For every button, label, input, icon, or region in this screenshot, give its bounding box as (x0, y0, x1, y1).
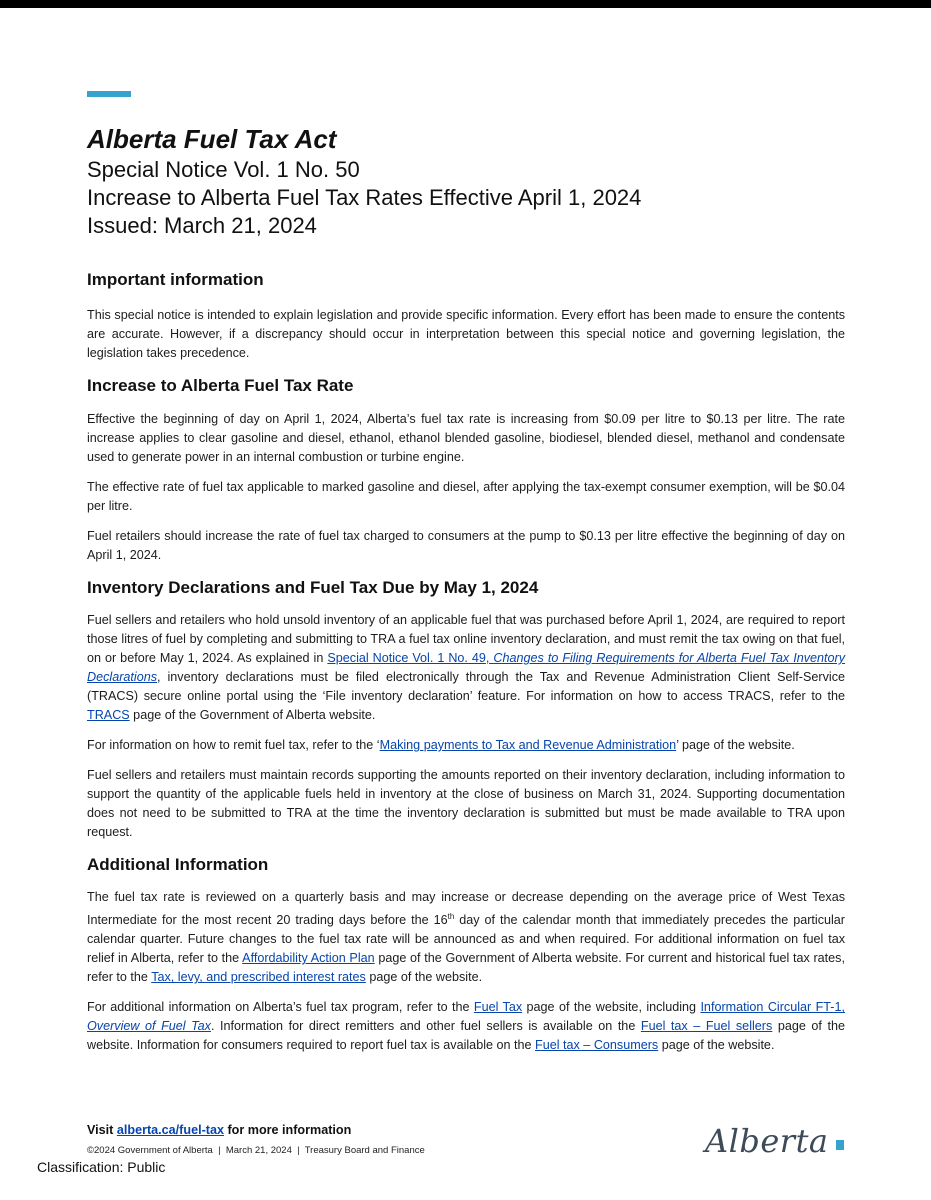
paragraph (87, 736, 845, 755)
link-text: Special Notice Vol. 1 No. 49, (327, 651, 494, 665)
alberta-logo: Alberta (705, 1122, 829, 1160)
text: Fuel retailers should increase the rate of fuel tax charged to consumers at the pump to $0.13 per litre effective the beginning of day on April 1, 2024. (87, 529, 845, 562)
text: The fuel tax rate is reviewed on a quarterly basis and may increase or decrease depending on the average price of West Texas Intermediate for the most recent 20 trading days before the 16 (87, 890, 845, 928)
text: page of the website. (658, 1038, 775, 1053)
fuel-tax-link[interactable]: Fuel Tax (473, 1000, 523, 1015)
classification-label: Classification: Public (37, 1159, 166, 1175)
text: The effective rate of fuel tax applicable to marked gasoline and diesel, after applying the tax-exempt consumer exemption, will be $0.04 per litre. (87, 480, 845, 513)
fuel-tax-url-link[interactable]: alberta.ca/fuel-tax (116, 1123, 224, 1137)
section-heading-additional: Additional Information (87, 855, 269, 874)
paragraph (87, 998, 845, 1055)
paragraph (87, 611, 845, 725)
text: This special notice is intended to explain legislation and provide specific information. Every effort has been made to ensure the contents are accurate. However, if a discrepancy should occur in interpretation between this special notice and governing legislation, the legislation takes precedence. (87, 308, 845, 360)
link-text-italic: Overview of Fuel Tax (87, 1019, 211, 1034)
paragraph (87, 478, 845, 516)
text: page of the website. (365, 970, 483, 985)
title-block (87, 123, 867, 240)
link-text: Information Circular FT-1, (700, 1000, 845, 1015)
issued-date: Issued: March 21, 2024 (87, 213, 317, 238)
paragraph (87, 410, 845, 467)
notice-heading: Increase to Alberta Fuel Tax Rates Effective April 1, 2024 (87, 185, 642, 210)
text: page of the Government of Alberta website. For current and historical fuel tax rates, refer to the (87, 951, 845, 985)
footer-visit (87, 1123, 351, 1137)
top-border (0, 0, 931, 8)
paragraph (87, 527, 845, 565)
text: Visit (87, 1123, 117, 1137)
tracs-link[interactable]: TRACS (87, 708, 130, 722)
section-heading-important: Important information (87, 270, 264, 289)
text: for more information (223, 1123, 352, 1137)
text: Effective the beginning of day on April 1, 2024, Alberta’s fuel tax rate is increasing from $0.09 per litre to $0.13 per litre. The rate increase applies to clear gasoline and diesel, ethanol, ethanol blended gasoline, biodiesel, blended diesel, methanol and condensate used to generate power in an internal combustion or turbine engine. (87, 412, 845, 464)
text: page of the website, including (522, 1000, 701, 1015)
text: ’ page of the website. (676, 738, 795, 752)
footer-meta: ©2024 Government of Alberta | March 21, 2024 | Treasury Board and Finance (87, 1145, 425, 1156)
section-heading-inventory: Inventory Declarations and Fuel Tax Due by May 1, 2024 (87, 578, 539, 597)
affordability-action-plan-link[interactable]: Affordability Action Plan (242, 951, 375, 966)
text: Fuel sellers and retailers must maintain records supporting the amounts reported on their inventory declaration, including information to support the quantity of the applicable fuels held in inventory at the close of business on March 31, 2024. Supporting documentation does not need to be submitted to TRA at the time the inventory declaration is submitted but must be made available to TRA upon request. (87, 768, 845, 839)
link-text-italic: Changes to Filing Requirements for Alberta Fuel Tax Inventory Declarations (87, 651, 846, 684)
paragraph (87, 306, 845, 363)
text: For additional information on Alberta’s fuel tax program, refer to the (87, 1000, 474, 1015)
text: page of the Government of Alberta website. (129, 708, 376, 722)
text: For information on how to remit fuel tax, refer to the ‘ (87, 738, 380, 752)
superscript: th (447, 912, 455, 921)
text: . Information for direct remitters and other fuel sellers is available on the (210, 1019, 641, 1034)
alberta-logo-mark (836, 1140, 844, 1150)
text: , inventory declarations must be filed electronically through the Tax and Revenue Administration Client Self-Service (TRACS) secure online portal using the ‘File inventory declaration’ feature. For information on how to access TRACS, refer to the (87, 670, 845, 703)
text: day of the calendar month that immediately precedes the particular calendar quarter. Future changes to the fuel tax rate will be announced as and when required. For additional information on fuel tax relief in Alberta, refer to the (87, 913, 845, 966)
making-payments-link[interactable]: Making payments to Tax and Revenue Administration (379, 738, 677, 752)
paragraph (87, 888, 845, 987)
text: Fuel sellers and retailers who hold unsold inventory of an applicable fuel that was purchased before April 1, 2024, are required to report those litres of fuel by completing and submitting to TRA a fuel tax online inventory declaration, and must remit the tax owing on that fuel, on or before May 1, 2024. As explained in (87, 613, 845, 665)
fuel-sellers-link[interactable]: Fuel tax – Fuel sellers (640, 1019, 773, 1034)
paragraph (87, 766, 845, 842)
document-title: Alberta Fuel Tax Act (87, 124, 337, 154)
section-heading-increase: Increase to Alberta Fuel Tax Rate (87, 376, 354, 395)
accent-bar (87, 91, 131, 97)
text: page of the website. Information for consumers required to report fuel tax is available on the (87, 1019, 845, 1053)
tax-rates-link[interactable]: Tax, levy, and prescribed interest rates (151, 970, 366, 985)
fuel-consumers-link[interactable]: Fuel tax – Consumers (535, 1038, 659, 1053)
notice-number: Special Notice Vol. 1 No. 50 (87, 157, 360, 182)
document-body (87, 270, 845, 1055)
